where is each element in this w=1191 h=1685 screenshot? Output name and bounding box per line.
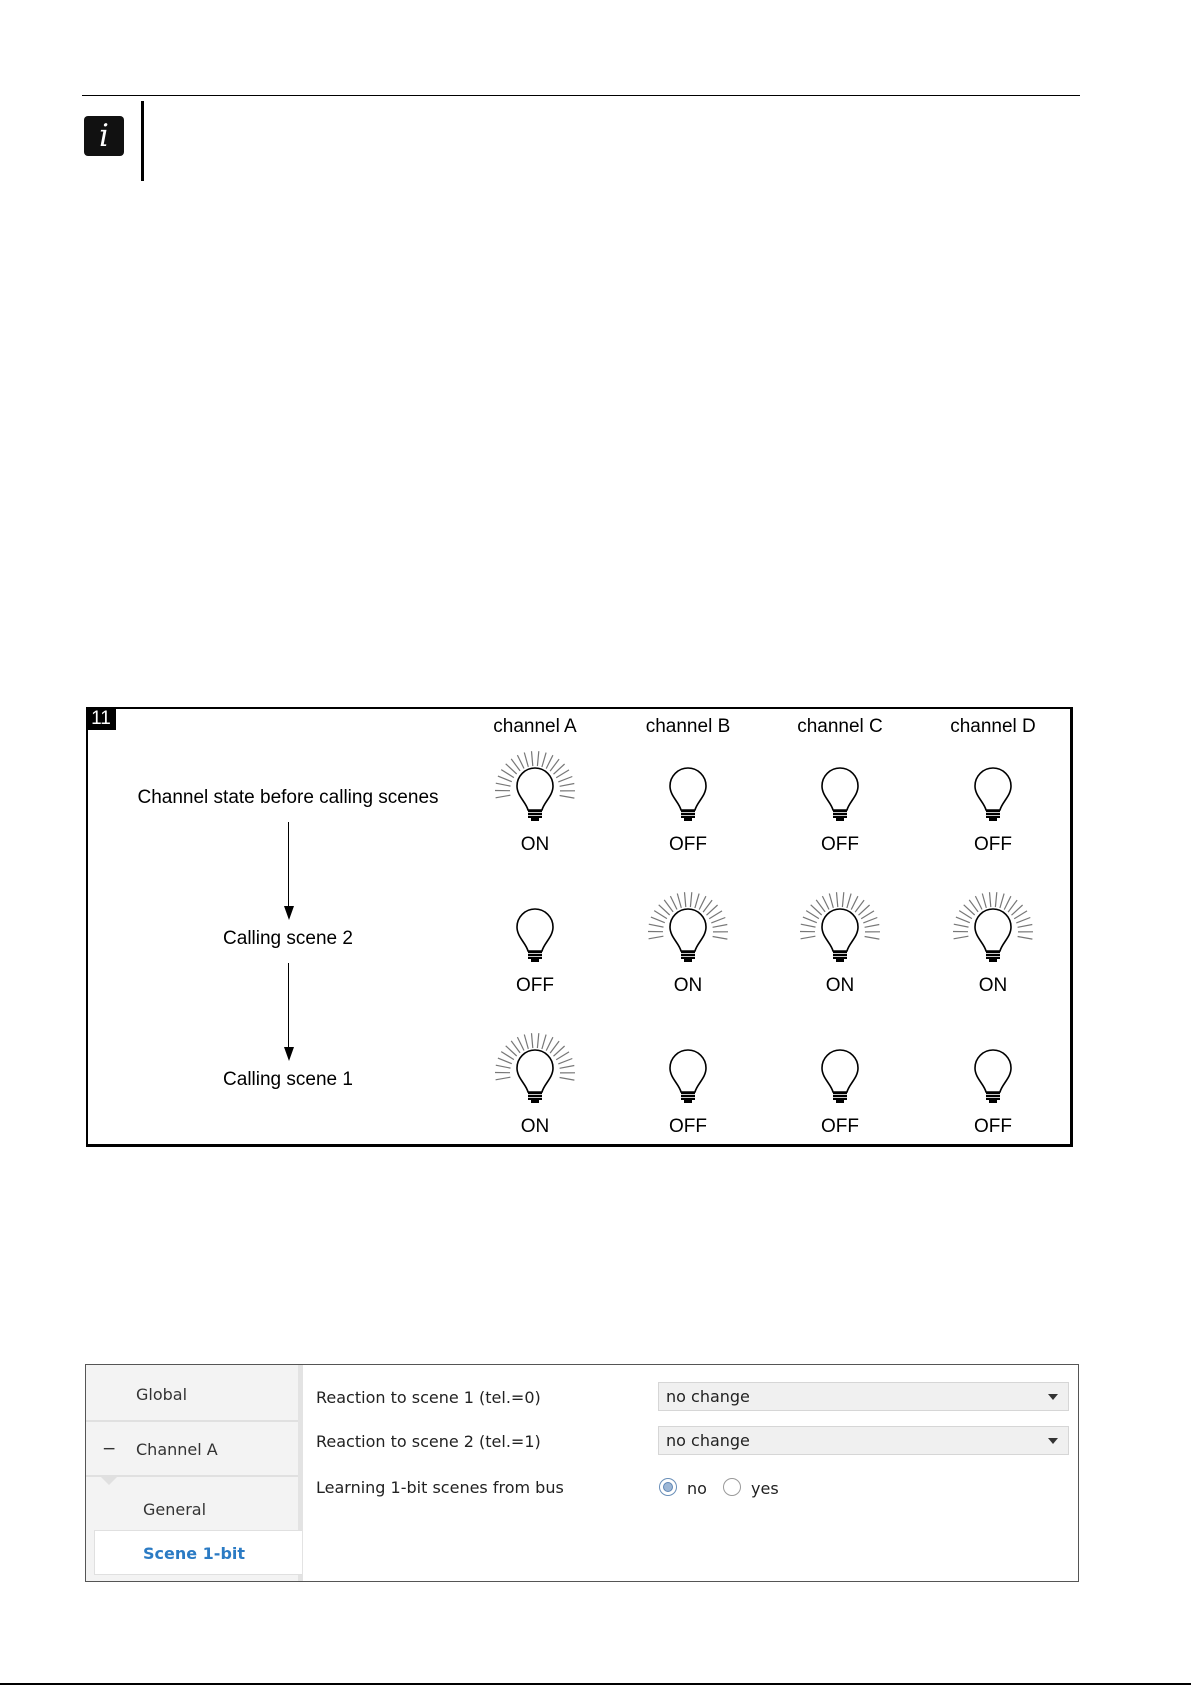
info-icon: i [84, 116, 124, 156]
lightbulb-off-icon [643, 751, 733, 841]
learning-radio-yes[interactable] [723, 1478, 741, 1496]
info-bar [141, 101, 144, 181]
nav-item-general[interactable]: General [143, 1500, 207, 1519]
row-label-scene-1: Calling scene 1 [223, 1069, 353, 1090]
channel-state-label: OFF [669, 1116, 707, 1137]
channel-state-label: OFF [821, 1116, 859, 1137]
flow-arrowhead [284, 906, 294, 920]
collapse-icon[interactable]: − [102, 1439, 117, 1459]
channel-state-label: ON [825, 975, 855, 996]
lightbulb-off-icon [490, 892, 580, 982]
scene-1-reaction-select[interactable] [658, 1382, 1069, 1411]
flow-arrow-line [288, 963, 289, 1049]
channel-state-label: OFF [974, 834, 1012, 855]
lightbulb-off-icon [948, 751, 1038, 841]
lightbulb-off-icon [795, 751, 885, 841]
scene-1-reaction-value: no change [666, 1387, 750, 1406]
column-header-b: channel B [645, 716, 731, 737]
column-header-a: channel A [493, 716, 577, 737]
chevron-down-icon [1048, 1394, 1058, 1400]
learning-option-yes-label: yes [751, 1479, 779, 1498]
channel-state-label: OFF [516, 975, 554, 996]
figure-number: 11 [86, 707, 116, 730]
channel-state-label: ON [520, 1116, 550, 1137]
flow-arrow-line [288, 822, 289, 908]
channel-state-label: OFF [974, 1116, 1012, 1137]
row-label-scene-2: Calling scene 2 [223, 928, 353, 949]
lightbulb-off-icon [948, 1033, 1038, 1123]
param-label-scene-1: Reaction to scene 1 (tel.=0) [316, 1388, 541, 1407]
channel-state-label: ON [520, 834, 550, 855]
channel-state-label: ON [978, 975, 1008, 996]
param-label-scene-2: Reaction to scene 2 (tel.=1) [316, 1432, 541, 1451]
scene-2-reaction-select[interactable] [658, 1426, 1069, 1455]
lightbulb-off-icon [795, 1033, 885, 1123]
nav-item-scene-1-bit[interactable]: Scene 1-bit [143, 1544, 246, 1563]
column-header-d: channel D [950, 716, 1036, 737]
flow-arrowhead [284, 1047, 294, 1061]
header-rule [82, 95, 1080, 96]
param-label-learning: Learning 1-bit scenes from bus [316, 1478, 564, 1497]
lightbulb-on-icon [948, 892, 1038, 982]
nav-separator [86, 1420, 298, 1422]
lightbulb-off-icon [643, 1033, 733, 1123]
nav-item-channel-a[interactable]: Channel A [136, 1440, 218, 1459]
channel-state-label: ON [673, 975, 703, 996]
column-header-c: channel C [797, 716, 883, 737]
row-label-initial: Channel state before calling scenes [137, 787, 439, 808]
lightbulb-on-icon [643, 892, 733, 982]
chevron-down-icon [100, 1476, 118, 1485]
lightbulb-on-icon [490, 1033, 580, 1123]
learning-radio-no[interactable] [659, 1478, 677, 1496]
learning-option-no-label: no [687, 1479, 707, 1498]
lightbulb-on-icon [795, 892, 885, 982]
nav-item-global[interactable]: Global [136, 1385, 188, 1404]
channel-state-label: OFF [669, 834, 707, 855]
lightbulb-on-icon [490, 751, 580, 841]
channel-state-label: OFF [821, 834, 859, 855]
chevron-down-icon [1048, 1438, 1058, 1444]
scene-2-reaction-value: no change [666, 1431, 750, 1450]
